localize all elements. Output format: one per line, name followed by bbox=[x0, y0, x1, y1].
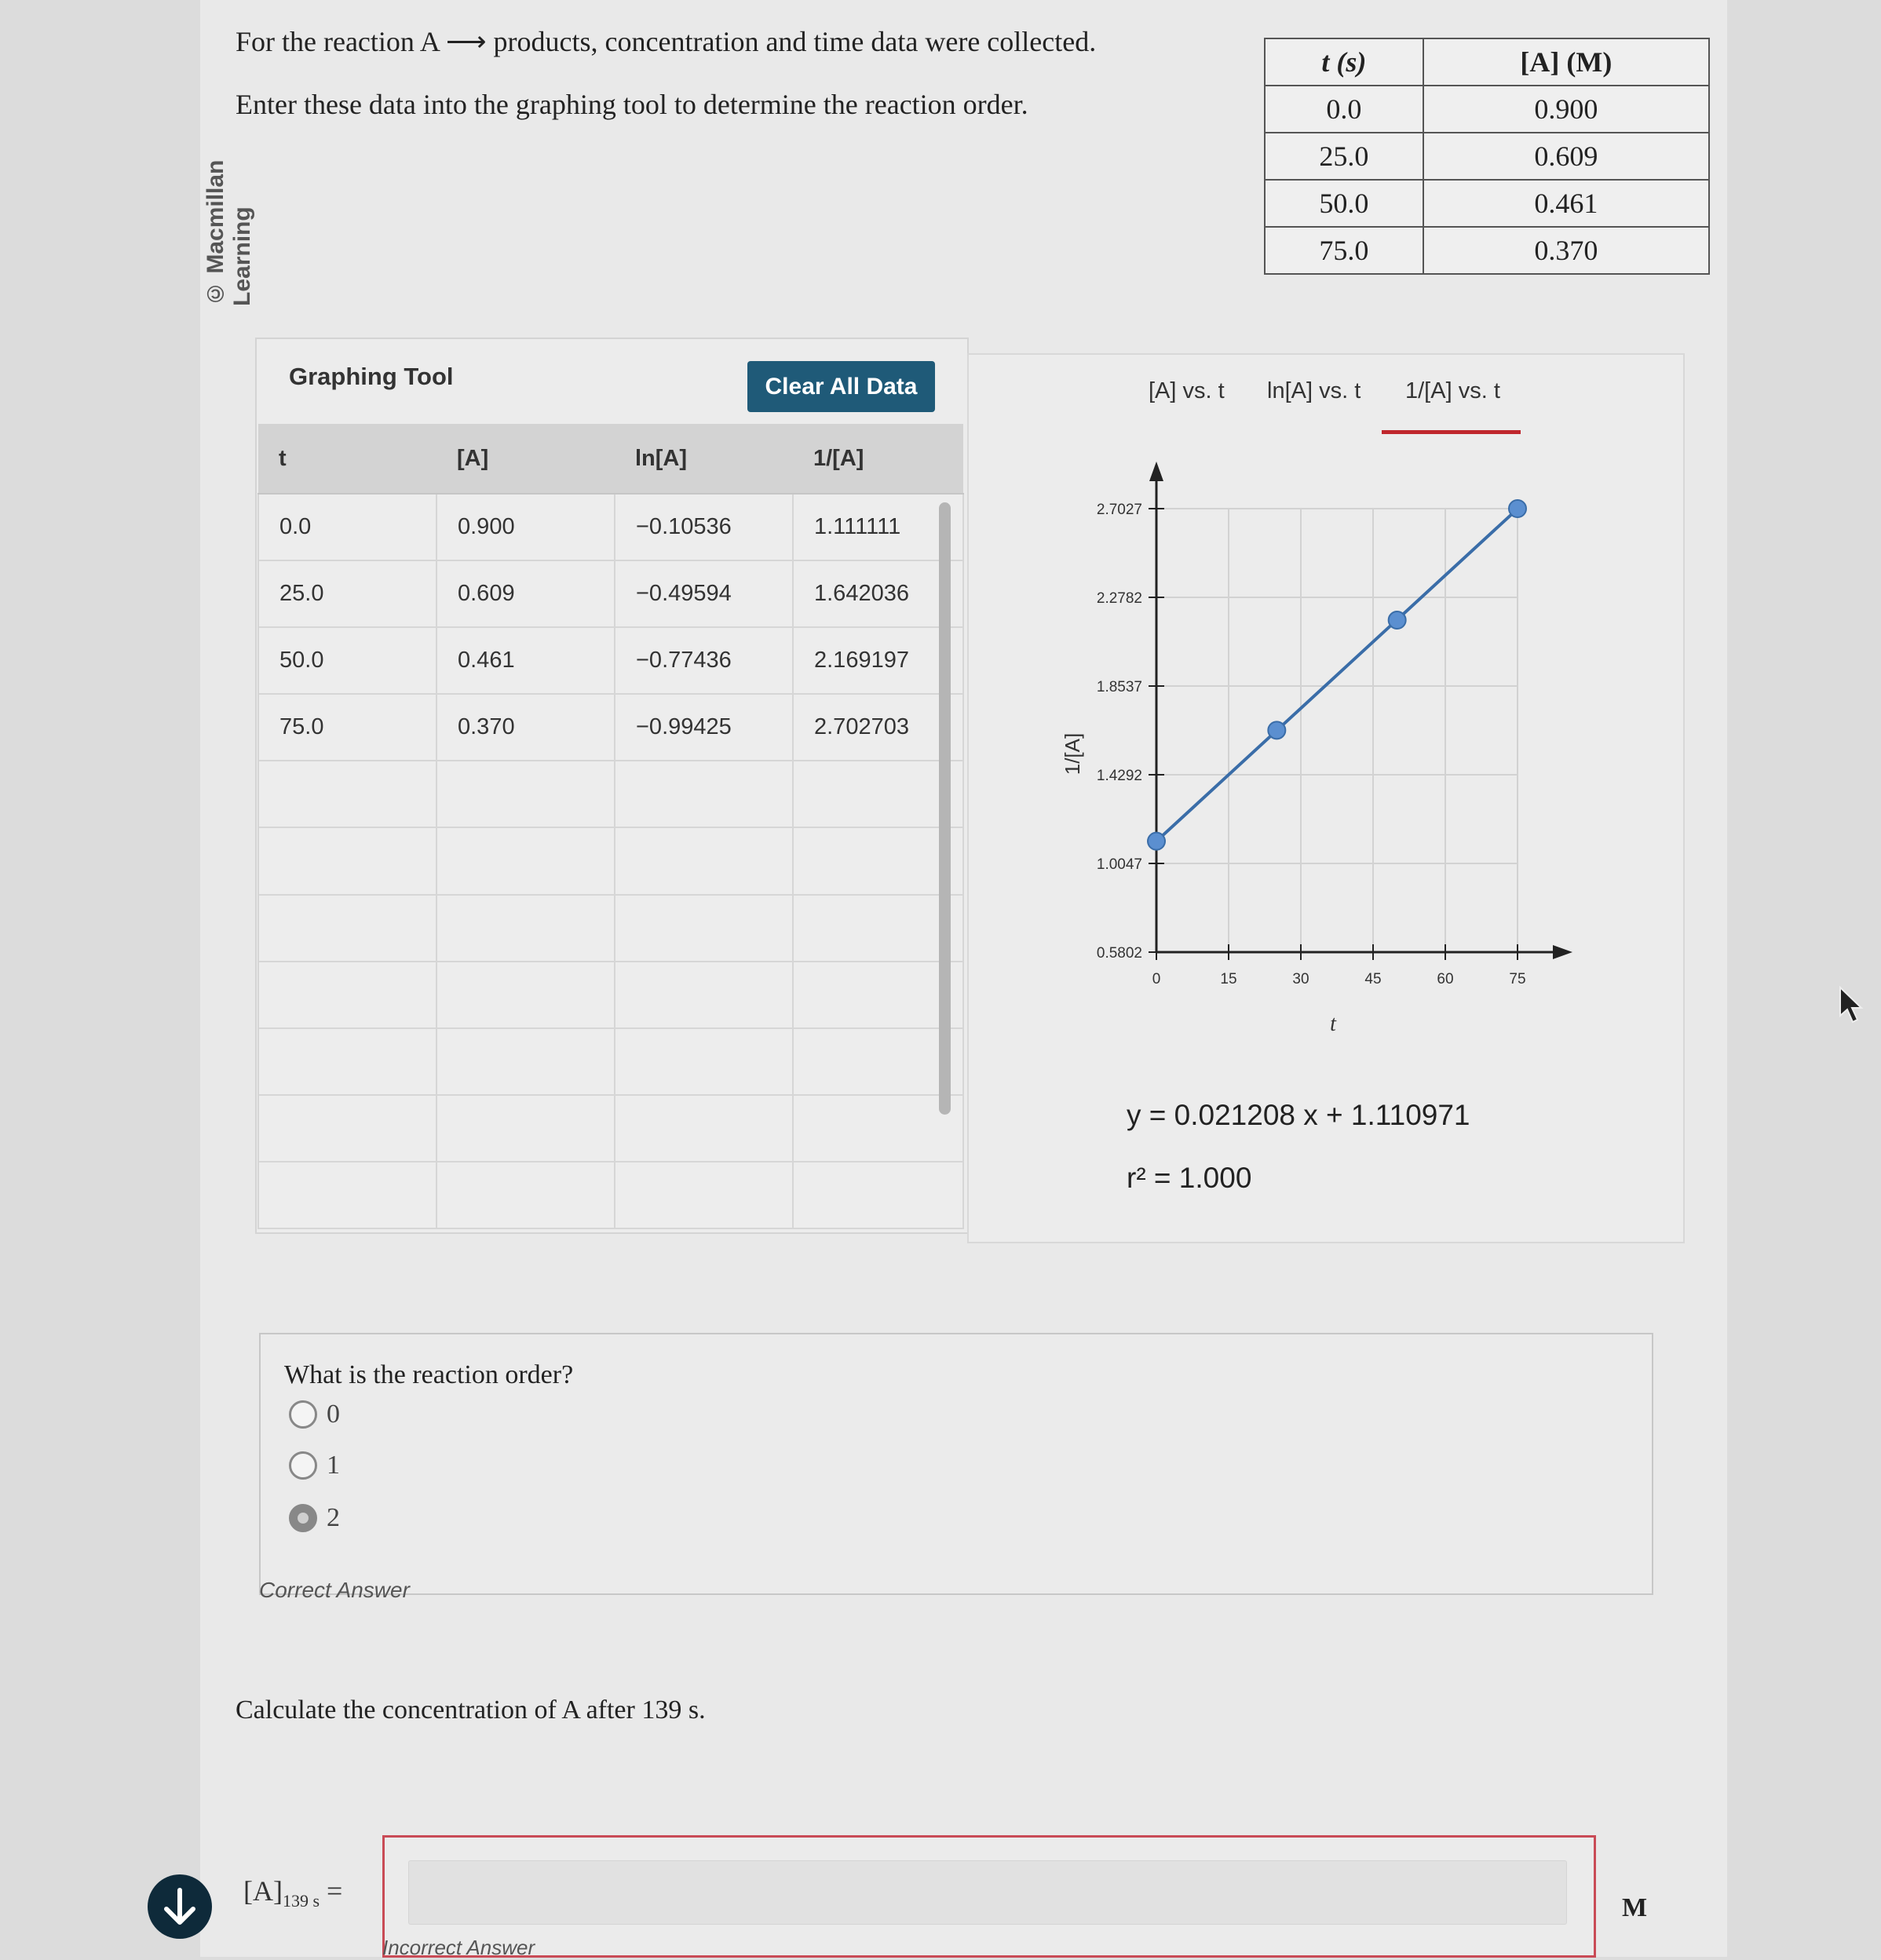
cell-input[interactable] bbox=[258, 827, 436, 894]
cell-value: −0.49594 bbox=[615, 560, 793, 627]
cell-input[interactable]: 0.0 bbox=[258, 494, 436, 560]
tab-inverse-a-vs-t[interactable]: 1/[A] vs. t bbox=[1405, 378, 1500, 403]
cell-input[interactable]: 0.900 bbox=[436, 494, 615, 560]
answer-label-sub: 139 s bbox=[282, 1891, 320, 1911]
y-axis-arrow-icon bbox=[1149, 462, 1163, 481]
tab-ln-a-vs-t[interactable]: ln[A] vs. t bbox=[1267, 378, 1361, 403]
cell-input[interactable] bbox=[436, 1162, 615, 1228]
cell-value bbox=[615, 1095, 793, 1162]
cell-input[interactable] bbox=[436, 761, 615, 827]
cell-input[interactable]: 0.370 bbox=[436, 694, 615, 761]
copyright-label: © Macmillan Learning bbox=[203, 159, 255, 306]
table-cell: 0.461 bbox=[1423, 180, 1709, 227]
option-2[interactable] bbox=[289, 1501, 340, 1535]
active-tab-indicator bbox=[1382, 430, 1521, 434]
cell-input[interactable]: 0.609 bbox=[436, 560, 615, 627]
cell-input[interactable] bbox=[258, 1162, 436, 1228]
cell-value bbox=[615, 761, 793, 827]
x-tick-label: 45 bbox=[1364, 971, 1382, 987]
y-tick-label: 1.8537 bbox=[1096, 679, 1142, 695]
cell-input[interactable] bbox=[258, 1028, 436, 1095]
regression-line bbox=[1156, 509, 1518, 841]
cell-input[interactable] bbox=[258, 962, 436, 1028]
option-0[interactable] bbox=[289, 1397, 340, 1432]
table-row-empty bbox=[258, 1162, 963, 1228]
answer-label-main: [A] bbox=[243, 1875, 283, 1907]
concentration-answer-input[interactable] bbox=[408, 1860, 1567, 1925]
table-row bbox=[258, 560, 963, 627]
cell-input[interactable]: 0.461 bbox=[436, 627, 615, 694]
x-tick-label: 75 bbox=[1509, 971, 1526, 987]
option-label: 0 bbox=[327, 1400, 340, 1429]
table-row-empty bbox=[258, 962, 963, 1028]
cell-value bbox=[793, 1028, 963, 1095]
option-label: 2 bbox=[327, 1503, 340, 1532]
x-axis-arrow-icon bbox=[1553, 945, 1572, 959]
table-header: [A] (M) bbox=[1423, 38, 1709, 86]
cell-value: −0.99425 bbox=[615, 694, 793, 761]
option-label: 1 bbox=[327, 1451, 340, 1480]
column-header-t: t bbox=[258, 424, 436, 494]
cell-input[interactable] bbox=[436, 827, 615, 894]
cell-input[interactable] bbox=[436, 1028, 615, 1095]
data-point bbox=[1148, 833, 1165, 850]
cell-value bbox=[615, 895, 793, 962]
graphing-tool-title: Graphing Tool bbox=[289, 363, 454, 390]
data-point bbox=[1389, 611, 1406, 629]
cell-input[interactable]: 25.0 bbox=[258, 560, 436, 627]
table-row-empty bbox=[258, 1028, 963, 1095]
table-row-empty bbox=[258, 895, 963, 962]
table-cell: 75.0 bbox=[1265, 227, 1423, 274]
table-row bbox=[258, 694, 963, 761]
answer-label-equals: = bbox=[320, 1875, 343, 1907]
graphing-tool-table bbox=[257, 424, 964, 1229]
table-row-empty bbox=[258, 827, 963, 894]
arrow-down-icon bbox=[148, 1874, 212, 1939]
data-point bbox=[1509, 500, 1526, 517]
cell-input[interactable] bbox=[436, 1095, 615, 1162]
table-row bbox=[258, 627, 963, 694]
inverse-concentration-chart bbox=[1036, 447, 1586, 1044]
table-cell: 25.0 bbox=[1265, 133, 1423, 180]
prompt-line-1: For the reaction A ⟶ products, concentration and time data were collected. bbox=[236, 26, 1097, 57]
x-axis-label: t bbox=[1330, 1012, 1336, 1036]
y-tick-label: 1.4292 bbox=[1096, 768, 1142, 784]
data-point bbox=[1268, 721, 1285, 739]
given-data-table bbox=[1264, 38, 1710, 275]
cell-value: −0.77436 bbox=[615, 627, 793, 694]
regression-equation: y = 0.021208 x + 1.110971 bbox=[1127, 1099, 1470, 1131]
cell-input[interactable] bbox=[258, 1095, 436, 1162]
x-tick-label: 30 bbox=[1292, 971, 1309, 987]
column-header-inverse-a: 1/[A] bbox=[793, 424, 963, 494]
tab-a-vs-t[interactable]: [A] vs. t bbox=[1149, 378, 1225, 403]
cell-input[interactable] bbox=[258, 895, 436, 962]
column-header-a: [A] bbox=[436, 424, 615, 494]
table-row-empty bbox=[258, 1095, 963, 1162]
cell-value bbox=[615, 1028, 793, 1095]
cell-value: −0.10536 bbox=[615, 494, 793, 560]
table-cell: 0.0 bbox=[1265, 86, 1423, 133]
cell-input[interactable]: 50.0 bbox=[258, 627, 436, 694]
question-text: What is the reaction order? bbox=[284, 1360, 574, 1389]
cell-value: 2.702703 bbox=[793, 694, 963, 761]
x-tick-label: 60 bbox=[1437, 971, 1454, 987]
cell-input[interactable] bbox=[258, 761, 436, 827]
y-axis-label: 1/[A] bbox=[1061, 732, 1084, 776]
cell-value bbox=[793, 1162, 963, 1228]
cell-value bbox=[793, 962, 963, 1028]
table-cell: 0.609 bbox=[1423, 133, 1709, 180]
scroll-down-button[interactable] bbox=[148, 1874, 212, 1939]
table-scrollbar[interactable] bbox=[939, 502, 951, 1115]
option-1[interactable] bbox=[289, 1448, 340, 1483]
column-header-ln-a: ln[A] bbox=[615, 424, 793, 494]
answer-label bbox=[243, 1874, 342, 1911]
cell-value bbox=[615, 1162, 793, 1228]
y-tick-label: 1.0047 bbox=[1096, 856, 1142, 873]
table-row bbox=[258, 494, 963, 560]
mouse-cursor-icon bbox=[1837, 986, 1868, 1025]
y-tick-label: 2.2782 bbox=[1096, 590, 1142, 607]
unit-label: M bbox=[1622, 1893, 1648, 1922]
prompt-line-2: Enter these data into the graphing tool to determine the reaction order. bbox=[236, 89, 1028, 120]
table-header: t (s) bbox=[1265, 38, 1423, 86]
cell-value bbox=[615, 962, 793, 1028]
radio-button[interactable] bbox=[289, 1451, 317, 1480]
cell-value bbox=[793, 1095, 963, 1162]
correct-answer-feedback: Correct Answer bbox=[259, 1578, 410, 1602]
x-tick-label: 15 bbox=[1220, 971, 1237, 987]
x-tick-label: 0 bbox=[1152, 971, 1161, 987]
clear-all-data-button[interactable]: Clear All Data bbox=[747, 361, 935, 412]
cell-value: 2.169197 bbox=[793, 627, 963, 694]
calculation-prompt: Calculate the concentration of A after 139 s. bbox=[236, 1695, 706, 1725]
r-squared-value: r² = 1.000 bbox=[1127, 1162, 1252, 1194]
cell-value bbox=[793, 827, 963, 894]
cell-input[interactable] bbox=[436, 895, 615, 962]
table-cell: 50.0 bbox=[1265, 180, 1423, 227]
cell-value bbox=[615, 827, 793, 894]
table-cell: 0.900 bbox=[1423, 86, 1709, 133]
radio-button-selected[interactable] bbox=[289, 1504, 317, 1532]
incorrect-answer-feedback: Incorrect Answer bbox=[382, 1936, 535, 1959]
y-tick-label: 0.5802 bbox=[1096, 945, 1142, 962]
table-cell: 0.370 bbox=[1423, 227, 1709, 274]
cell-value bbox=[793, 895, 963, 962]
y-tick-label: 2.7027 bbox=[1096, 502, 1142, 518]
cell-input[interactable]: 75.0 bbox=[258, 694, 436, 761]
cell-input[interactable] bbox=[436, 962, 615, 1028]
cell-value bbox=[793, 761, 963, 827]
cell-value: 1.111111 bbox=[793, 494, 963, 560]
radio-button[interactable] bbox=[289, 1400, 317, 1429]
table-row-empty bbox=[258, 761, 963, 827]
cell-value: 1.642036 bbox=[793, 560, 963, 627]
